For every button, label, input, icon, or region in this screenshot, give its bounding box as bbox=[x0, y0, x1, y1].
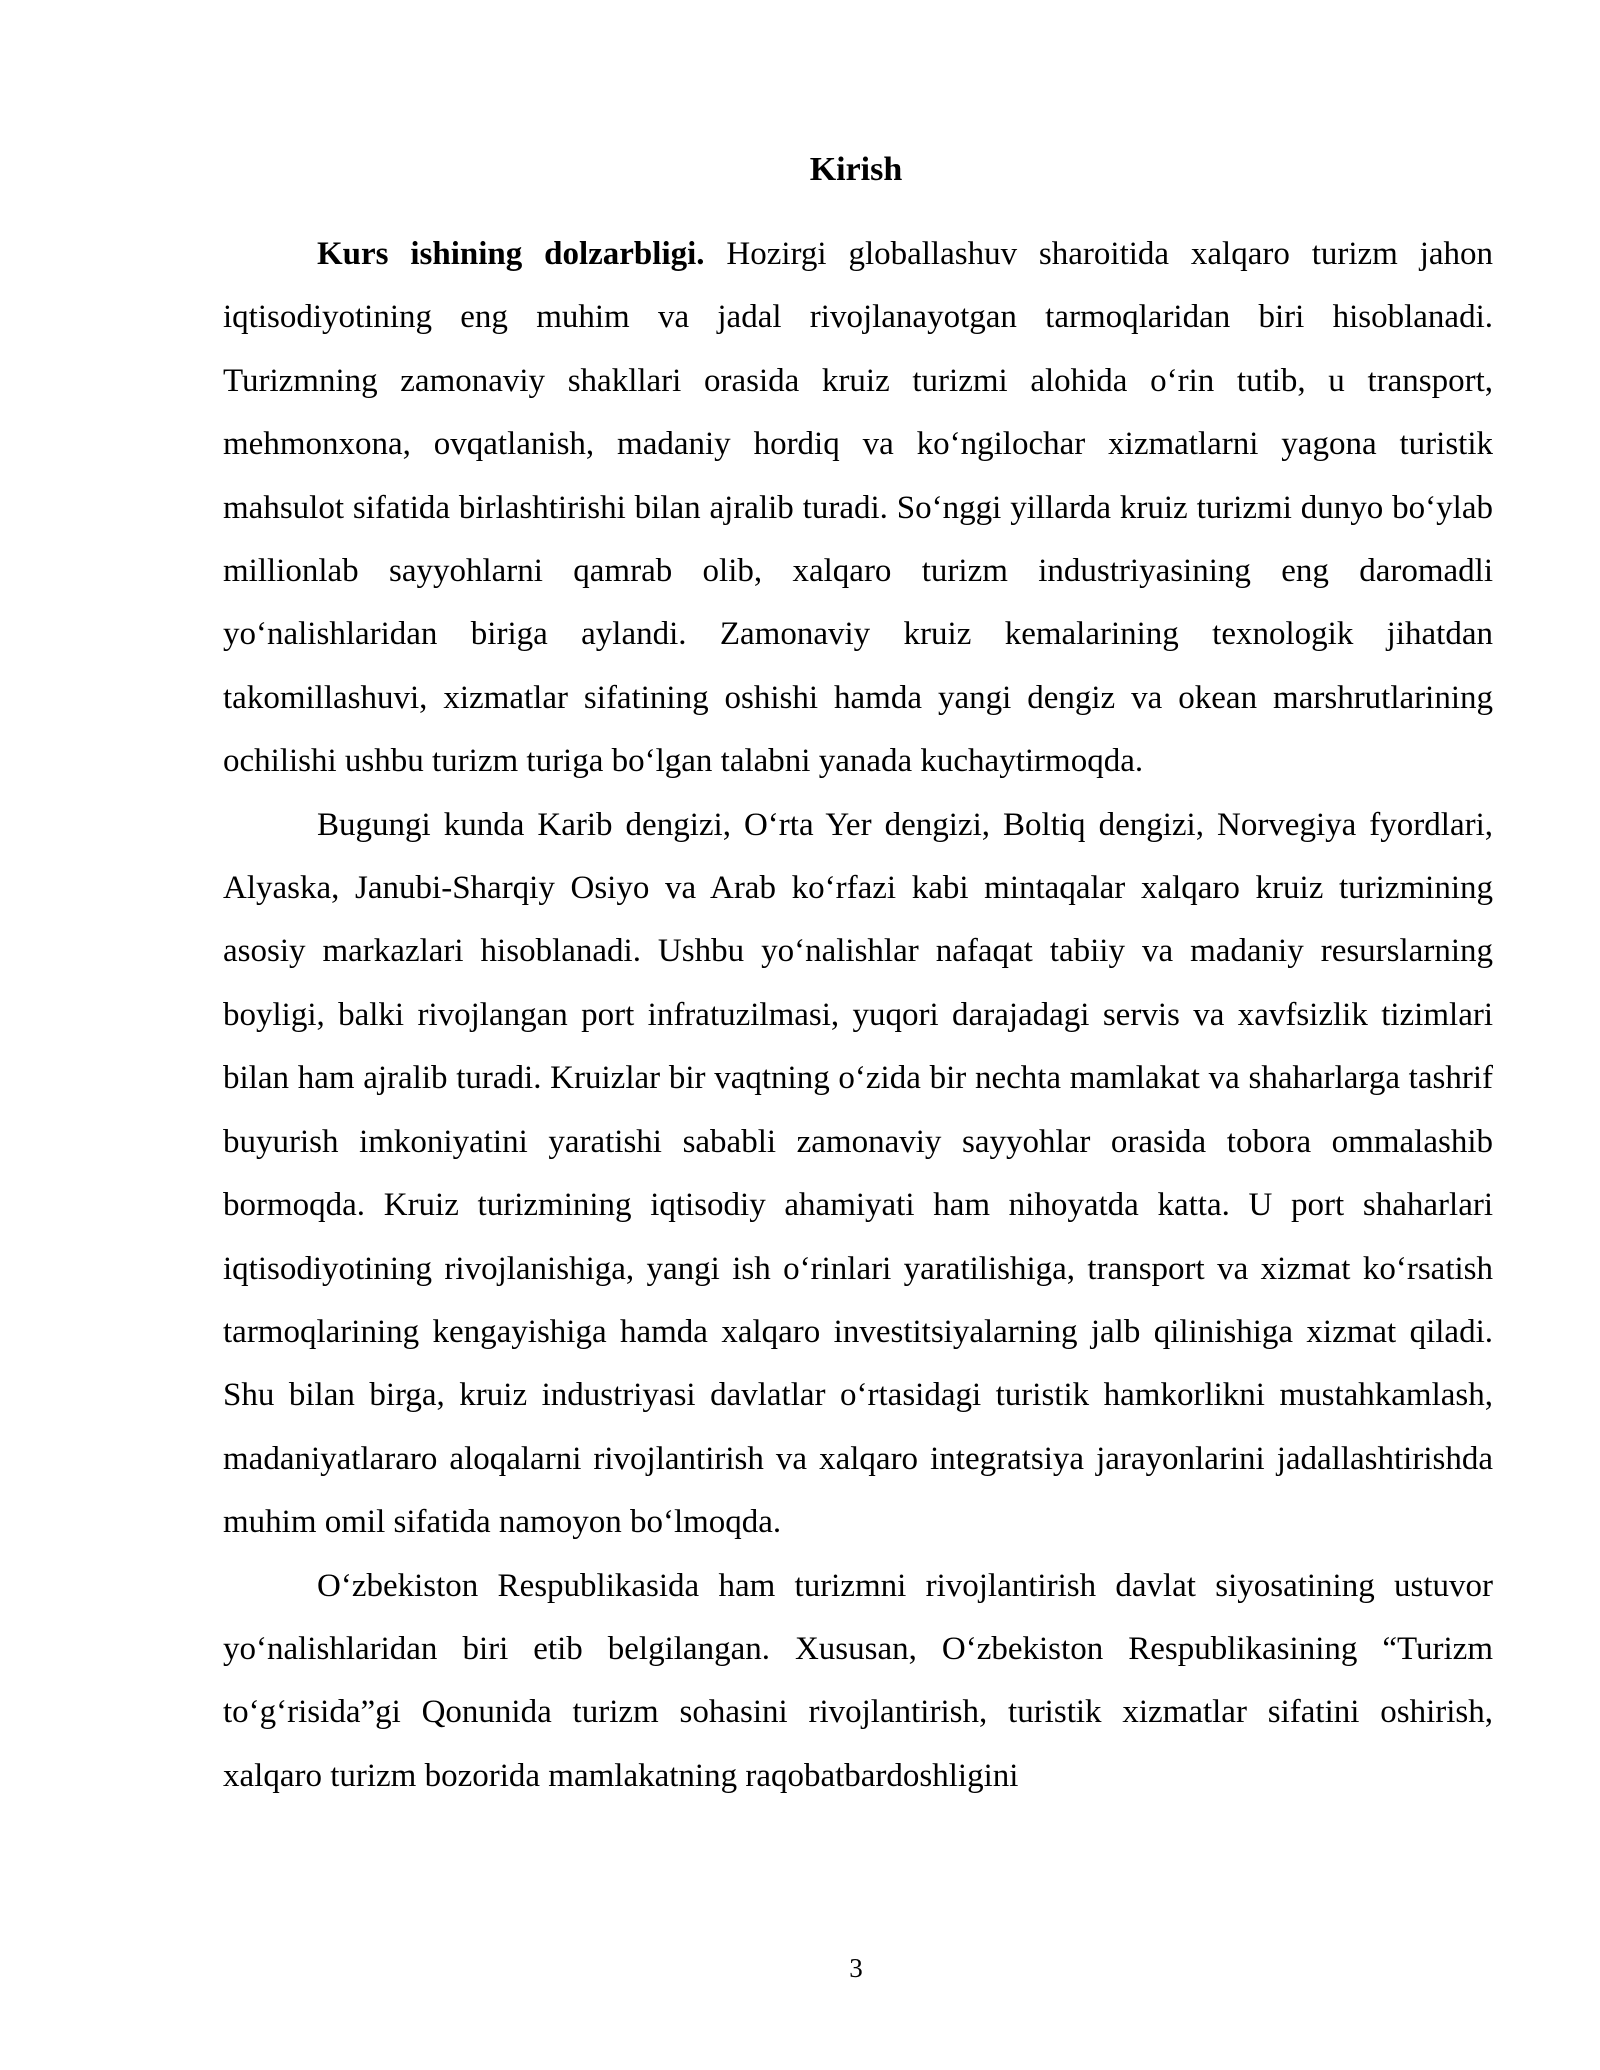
document-title: Kirish bbox=[809, 151, 903, 188]
paragraph-relevance bbox=[223, 223, 1493, 794]
page-number: 3 bbox=[849, 1953, 863, 1983]
document-body bbox=[223, 223, 1493, 1808]
paragraph-regions: Bugungi kunda Karib dengizi, O‘rta Yer dengizi, Boltiq dengizi, Norvegiya fyordlari, Alyaska, Janubi-Sharqiy Osiyo va Arab ko‘rfazi kabi mintaqalar xalqaro kruiz turizmining asosiy markazlari hisoblanadi. Ushbu yo‘nalishlar nafaqat tabiiy va madaniy resurslarning boyligi, balki rivojlangan port infratuzilmasi, yuqori darajadagi servis va xavfsizlik tizimlari bilan ham ajralib turadi. Kruizlar bir vaqtning o‘zida bir nechta mamlakat va shaharlarga tashrif buyurish imkoniyatini yaratishi sababli zamonaviy sayyohlar orasida tobora ommalashib bormoqda. Kruiz turizmining iqtisodiy ahamiyati ham nihoyatda katta. U port shaharlari iqtisodiyotining rivojlanishiga, yangi ish o‘rinlari yaratilishiga, transport va xizmat ko‘rsatish tarmoqlarining kengayishiga hamda xalqaro investitsiyalarning jalb qilinishiga xizmat qiladi. Shu bilan birga, kruiz industriyasi davlatlar o‘rtasidagi turistik hamkorlikni mustahkamlash, madaniyatlararo aloqalarni rivojlantirish va xalqaro integratsiya jarayonlarini jadallashtirishda muhim omil sifatida namoyon bo‘lmoqda. bbox=[223, 806, 1493, 1541]
paragraph-uzbekistan: O‘zbekiston Respublikasida ham turizmni rivojlantirish davlat siyosatining ustuvor yo‘nalishlaridan biri etib belgilangan. Xususan, O‘zbekiston Respublikasining “Turizm to‘g‘risida”gi Qonunida turizm sohasini rivojlantirish, turistik xizmatlar sifatini oshirish, xalqaro turizm bozorida mamlakatning raqobatbardoshligini bbox=[223, 1567, 1493, 1794]
paragraph-lead: Kurs ishining dolzarbligi. bbox=[317, 236, 705, 272]
paragraph-text: Hozirgi globallashuv sharoitida xalqaro turizm jahon iqtisodiyotining eng muhim va jadal rivojlanayotgan tarmoqlaridan biri hisoblanadi. Turizmning zamonaviy shakllari orasida kruiz turizmi alohida o‘rin tutib, u transport, mehmonxona, ovqatlanish, madaniy hordiq va ko‘ngilochar xizmatlarni yagona turistik mahsulot sifatida birlashtirishi bilan ajralib turadi. So‘nggi yillarda kruiz turizmi dunyo bo‘ylab millionlab sayyohlarni qamrab olib, xalqaro turizm industriyasining eng daromadli yo‘nalishlaridan biriga aylandi. Zamonaviy kruiz kemalarining texnologik jihatdan takomillashuvi, xizmatlar sifatining oshishi hamda yangi dengiz va okean marshrutlarining ochilishi ushbu turizm turiga bo‘lgan talabni yanada kuchaytirmoqda. bbox=[223, 236, 1494, 780]
